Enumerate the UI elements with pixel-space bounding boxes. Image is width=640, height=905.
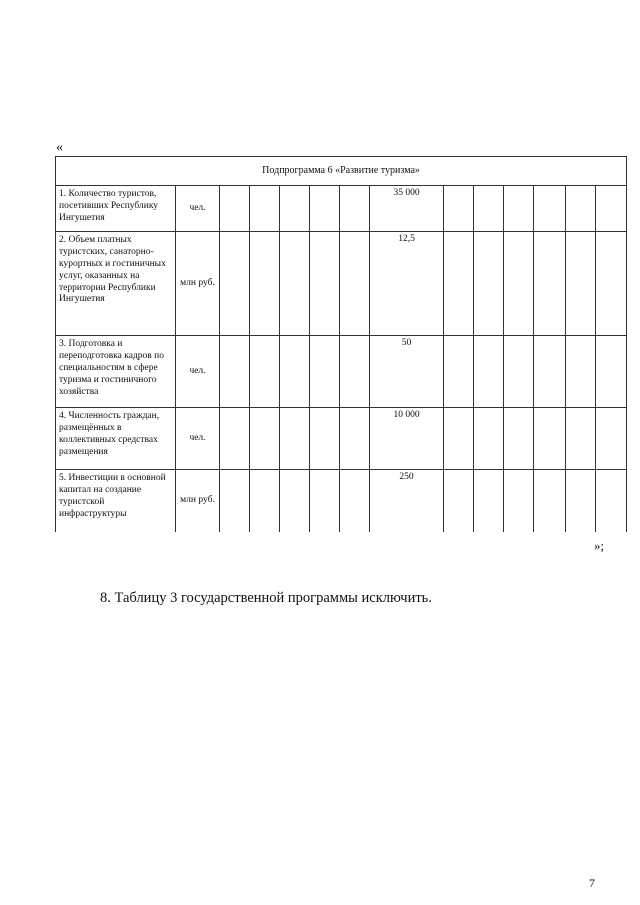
unit-cell: чел. (176, 186, 220, 232)
table-header-row (56, 157, 627, 186)
opening-quote-mark: « (56, 140, 63, 155)
indicator-name: 3. Подготовка и переподготовка кадров по специальностям в сфере туризма и гостиничного хозяйства (56, 336, 176, 408)
unit-cell: чел. (176, 408, 220, 470)
unit-cell: млн руб. (176, 232, 220, 336)
subprogram-title: Подпрограмма 6 «Развитие туризма» (56, 157, 627, 186)
item-8-text: 8. Таблицу 3 государственной программы исключить. (100, 590, 432, 606)
indicator-name: 1. Количество туристов, посетивших Республику Ингушетия (56, 186, 176, 232)
target-value: 35 000 (370, 186, 444, 232)
target-value: 12,5 (370, 232, 444, 336)
page-number: 7 (589, 876, 595, 890)
table-row (56, 232, 627, 336)
table-row (56, 186, 627, 232)
indicator-name: 4. Численность граждан, размещённых в коллективных средствах размещения (56, 408, 176, 470)
indicator-name: 5. Инвестиции в основной капитал на создание туристской инфраструктуры (56, 470, 176, 532)
closing-quote-mark: »; (594, 538, 605, 553)
unit-cell: чел. (176, 336, 220, 408)
table-row (56, 408, 627, 470)
unit-cell: млн руб. (176, 470, 220, 532)
target-value: 250 (370, 470, 444, 532)
target-value: 50 (370, 336, 444, 408)
table-row (56, 470, 627, 532)
subprogram-table (55, 156, 627, 532)
table-row (56, 336, 627, 408)
target-value: 10 000 (370, 408, 444, 470)
indicator-name: 2. Объем платных туристских, санаторно-курортных и гостиничных услуг, оказанных на территории Республики Ингушетия (56, 232, 176, 336)
